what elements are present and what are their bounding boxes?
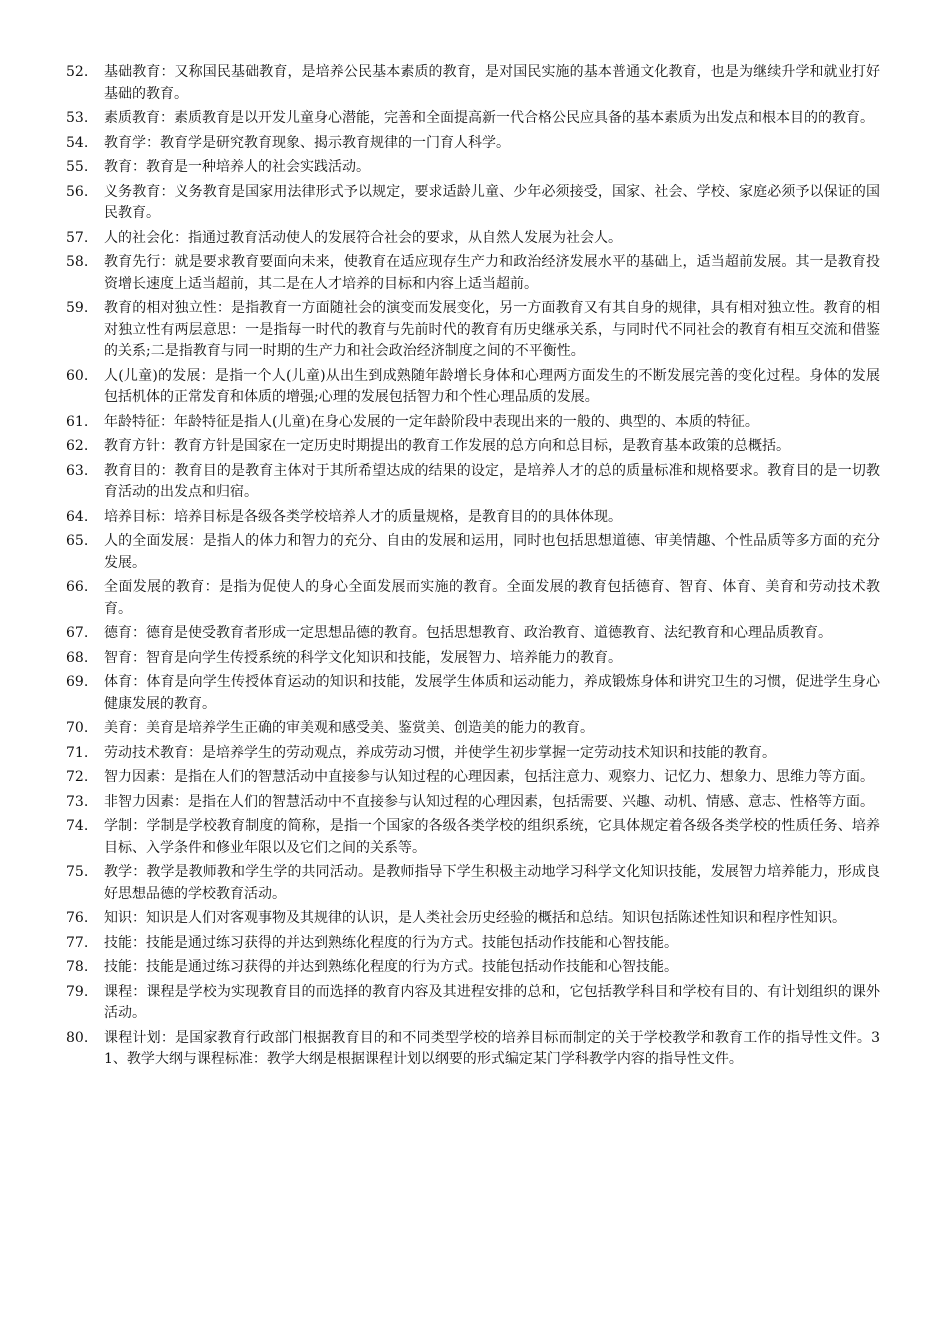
- item-text: 基础教育：又称国民基础教育，是培养公民基本素质的教育，是对国民实施的基本普通文化教育，也是为继续升学和就业打好基础的教育。: [104, 64, 880, 102]
- list-item: [0, 62, 950, 105]
- item-number: 72.: [66, 769, 89, 785]
- list-item: [0, 182, 950, 225]
- item-number: 59.: [66, 300, 89, 316]
- item-text: 非智力因素：是指在人们的智慧活动中不直接参与认知过程的心理因素，包括需要、兴趣、动机、情感、意志、性格等方面。: [104, 793, 874, 810]
- item-number: 74.: [66, 818, 89, 834]
- list-item: [0, 743, 950, 765]
- item-text: 教育的相对独立性：是指教育一方面随社会的演变而发展变化，另一方面教育又有其自身的规律，具有相对独立性。教育的相对独立性有两层意思：一是指每一时代的教育与先前时代的教育有历史继承关系，与同时代不同社会的教育有相互交流和借鉴的关系;二是指教育与同一时期的生产力和社会政治经济制度之间的不平衡性。: [104, 300, 880, 359]
- item-text: 教育：教育是一种培养人的社会实践活动。: [104, 159, 370, 175]
- item-number: 77.: [66, 934, 89, 951]
- item-text: 义务教育：义务教育是国家用法律形式予以规定，要求适龄儿童、少年必须接受，国家、社会、学校、家庭必须予以保证的国民教育。: [104, 183, 880, 221]
- list-item: [0, 718, 950, 740]
- list-item: [0, 816, 950, 859]
- item-number: 79.: [66, 983, 89, 1000]
- item-number: 70.: [66, 720, 89, 736]
- item-number: 63.: [66, 462, 89, 479]
- item-text: 技能：技能是通过练习获得的并达到熟练化程度的行为方式。技能包括动作技能和心智技能。: [104, 934, 678, 951]
- item-text: 智力因素：是指在人们的智慧活动中直接参与认知过程的心理因素，包括注意力、观察力、记忆力、想象力、思维力等方面。: [104, 769, 874, 785]
- item-number: 64.: [66, 508, 89, 525]
- list-item: [0, 792, 950, 814]
- item-number: 75.: [66, 864, 89, 880]
- list-item: [0, 366, 950, 409]
- item-number: 69.: [66, 674, 89, 690]
- list-item: [0, 531, 950, 574]
- item-number: 76.: [66, 910, 89, 926]
- list-item: [0, 908, 950, 930]
- item-text: 知识：知识是人们对客观事物及其规律的认识，是人类社会历史经验的概括和总结。知识包括陈述性知识和程序性知识。: [104, 910, 846, 926]
- list-item: [0, 623, 950, 645]
- list-item: [0, 767, 950, 789]
- item-number: 67.: [66, 625, 89, 641]
- item-text: 人的全面发展：是指人的体力和智力的充分、自由的发展和运用，同时也包括思想道德、审美情趣、个性品质等多方面的充分发展。: [104, 533, 880, 571]
- list-item: [0, 933, 950, 955]
- item-number: 57.: [66, 229, 89, 246]
- list-item: [0, 507, 950, 529]
- item-number: 53.: [66, 110, 89, 126]
- item-text: 年龄特征：年龄特征是指人(儿童)在身心发展的一定年龄阶段中表现出来的一般的、典型的、本质的特征。: [104, 413, 759, 430]
- list-item: [0, 298, 950, 363]
- item-text: 技能：技能是通过练习获得的并达到熟练化程度的行为方式。技能包括动作技能和心智技能。: [104, 959, 678, 975]
- list-item: [0, 862, 950, 905]
- item-text: 素质教育：素质教育是以开发儿童身心潜能，完善和全面提高新一代合格公民应具备的基本素质为出发点和根本目的的教育。: [104, 110, 874, 126]
- list-item: [0, 957, 950, 979]
- item-number: 80.: [66, 1029, 89, 1046]
- list-item: [0, 436, 950, 458]
- item-number: 58.: [66, 254, 89, 270]
- item-text: 智育：智育是向学生传授系统的科学文化知识和技能，发展智力、培养能力的教育。: [104, 649, 622, 666]
- item-number: 60.: [66, 367, 89, 384]
- item-text: 学制：学制是学校教育制度的简称，是指一个国家的各级各类学校的组织系统，它具体规定着各级各类学校的性质任务、培养目标、入学条件和修业年限以及它们之间的关系等。: [104, 818, 880, 856]
- list-item: [0, 982, 950, 1025]
- document-page: [0, 62, 950, 1074]
- item-number: 56.: [66, 183, 89, 200]
- item-text: 教育方针：教育方针是国家在一定历史时期提出的教育工作发展的总方向和总目标，是教育基本政策的总概括。: [104, 438, 790, 454]
- item-number: 54.: [66, 134, 89, 151]
- item-text: 体育：体育是向学生传授体育运动的知识和技能，发展学生体质和运动能力，养成锻炼身体和讲究卫生的习惯，促进学生身心健康发展的教育。: [104, 674, 880, 712]
- item-number: 55.: [66, 159, 89, 175]
- item-text: 德育：德育是使受教育者形成一定思想品德的教育。包括思想教育、政治教育、道德教育、法纪教育和心理品质教育。: [104, 625, 832, 641]
- item-number: 62.: [66, 438, 89, 454]
- item-text: 培养目标：培养目标是各级各类学校培养人才的质量规格，是教育目的的具体体现。: [104, 508, 622, 525]
- list-item: [0, 133, 950, 155]
- item-number: 78.: [66, 959, 89, 975]
- list-item: [0, 1028, 950, 1071]
- list-item: [0, 108, 950, 130]
- item-number: 66.: [66, 579, 89, 595]
- item-number: 73.: [66, 793, 89, 810]
- list-item: [0, 412, 950, 434]
- item-number: 65.: [66, 533, 89, 549]
- item-text: 教育目的：教育目的是教育主体对于其所希望达成的结果的设定，是培养人才的总的质量标准和规格要求。教育目的是一切教育活动的出发点和归宿。: [104, 462, 880, 500]
- item-number: 71.: [66, 744, 89, 761]
- item-number: 61.: [66, 413, 89, 430]
- list-item: [0, 648, 950, 670]
- item-text: 课程：课程是学校为实现教育目的而选择的教育内容及其进程安排的总和，它包括教学科目和学校有目的、有计划组织的课外活动。: [104, 983, 880, 1021]
- item-text: 美育：美育是培养学生正确的审美观和感受美、鉴赏美、创造美的能力的教育。: [104, 720, 594, 736]
- list-item: [0, 672, 950, 715]
- list-item: [0, 577, 950, 620]
- item-number: 68.: [66, 649, 89, 666]
- item-text: 人(儿童)的发展：是指一个人(儿童)从出生到成熟随年龄增长身体和心理两方面发生的不断发展完善的变化过程。身体的发展包括机体的正常发育和体质的增强;心理的发展包括智力和个性心理品质的发展。: [104, 367, 880, 405]
- list-item: [0, 252, 950, 295]
- item-text: 全面发展的教育：是指为促使人的身心全面发展而实施的教育。全面发展的教育包括德育、智育、体育、美育和劳动技术教育。: [104, 579, 880, 617]
- item-number: 52.: [66, 64, 89, 80]
- item-text: 教学：教学是教师教和学生学的共同活动。是教师指导下学生积极主动地学习科学文化知识技能，发展智力培养能力，形成良好思想品德的学校教育活动。: [104, 864, 880, 902]
- item-text: 教育先行：就是要求教育要面向未来，使教育在适应现存生产力和政治经济发展水平的基础上，适当超前发展。其一是教育投资增长速度上适当超前，其二是在人才培养的目标和内容上适当超前。: [104, 254, 880, 292]
- item-text: 人的社会化：指通过教育活动使人的发展符合社会的要求，从自然人发展为社会人。: [104, 229, 622, 246]
- list-item: [0, 157, 950, 179]
- item-text: 课程计划：是国家教育行政部门根据教育目的和不同类型学校的培养目标而制定的关于学校教学和教育工作的指导性文件。31、教学大纲与课程标准：教学大纲是根据课程计划以纲要的形式编定某门学科教学内容的指导性文件。: [104, 1029, 880, 1067]
- item-text: 劳动技术教育：是培养学生的劳动观点，养成劳动习惯，并使学生初步掌握一定劳动技术知识和技能的教育。: [104, 744, 776, 761]
- list-item: [0, 461, 950, 504]
- list-item: [0, 228, 950, 250]
- item-text: 教育学：教育学是研究教育现象、揭示教育规律的一门育人科学。: [104, 134, 510, 151]
